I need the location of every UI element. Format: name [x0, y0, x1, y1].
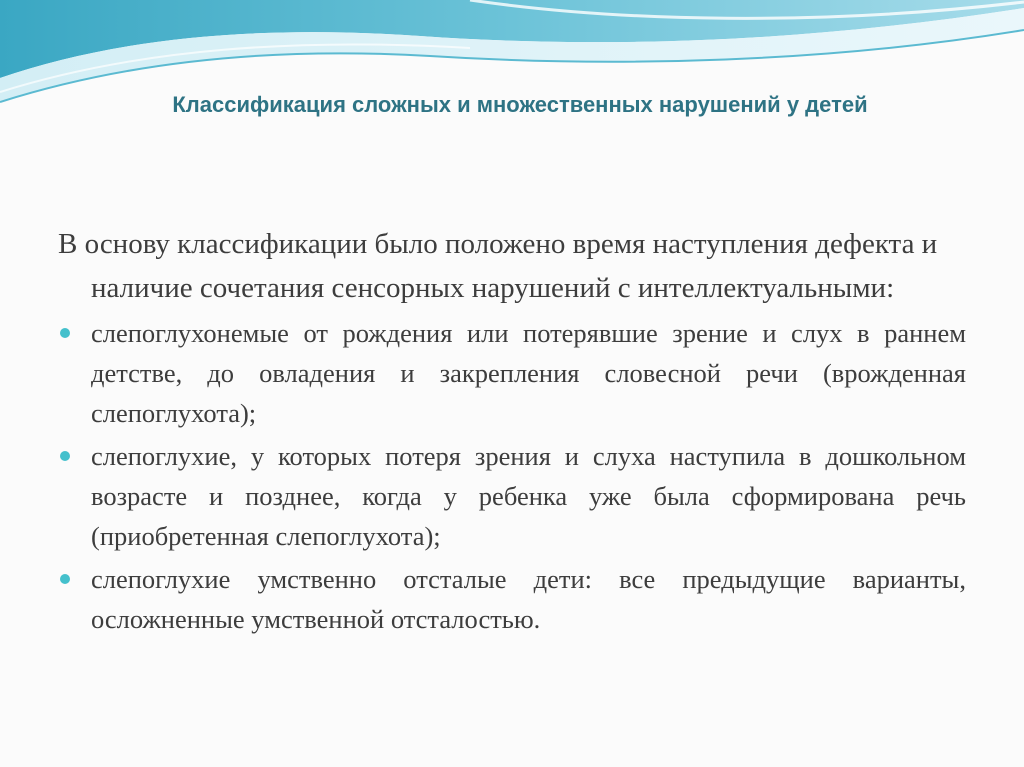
bullet-list [58, 313, 966, 639]
list-item [58, 436, 966, 556]
intro-text: В основу классификации было положено время наступления дефекта и наличие сочетания сенсорных нарушений с интеллектуальными: [58, 228, 938, 304]
bullet-icon [60, 451, 70, 461]
slide-title: Классификация сложных и множественных нарушений у детей [172, 92, 868, 117]
list-item-text: слепоглухонемые от рождения или потерявшие зрение и слух в раннем детстве, до овладения и закрепления словесной речи (врожденная слепоглухота); [91, 318, 966, 428]
bullet-icon [60, 574, 70, 584]
bullet-icon [60, 328, 70, 338]
list-item [58, 559, 966, 639]
list-item-text: слепоглухие умственно отсталые дети: все предыдущие варианты, осложненные умственной отсталостью. [91, 564, 966, 634]
slide-body [58, 222, 966, 639]
list-item [58, 313, 966, 433]
list-item-text: слепоглухие, у которых потеря зрения и слуха наступила в дошкольном возрасте и позднее, когда у ребенка уже была сформирована речь (приобретенная слепоглухота); [91, 441, 966, 551]
